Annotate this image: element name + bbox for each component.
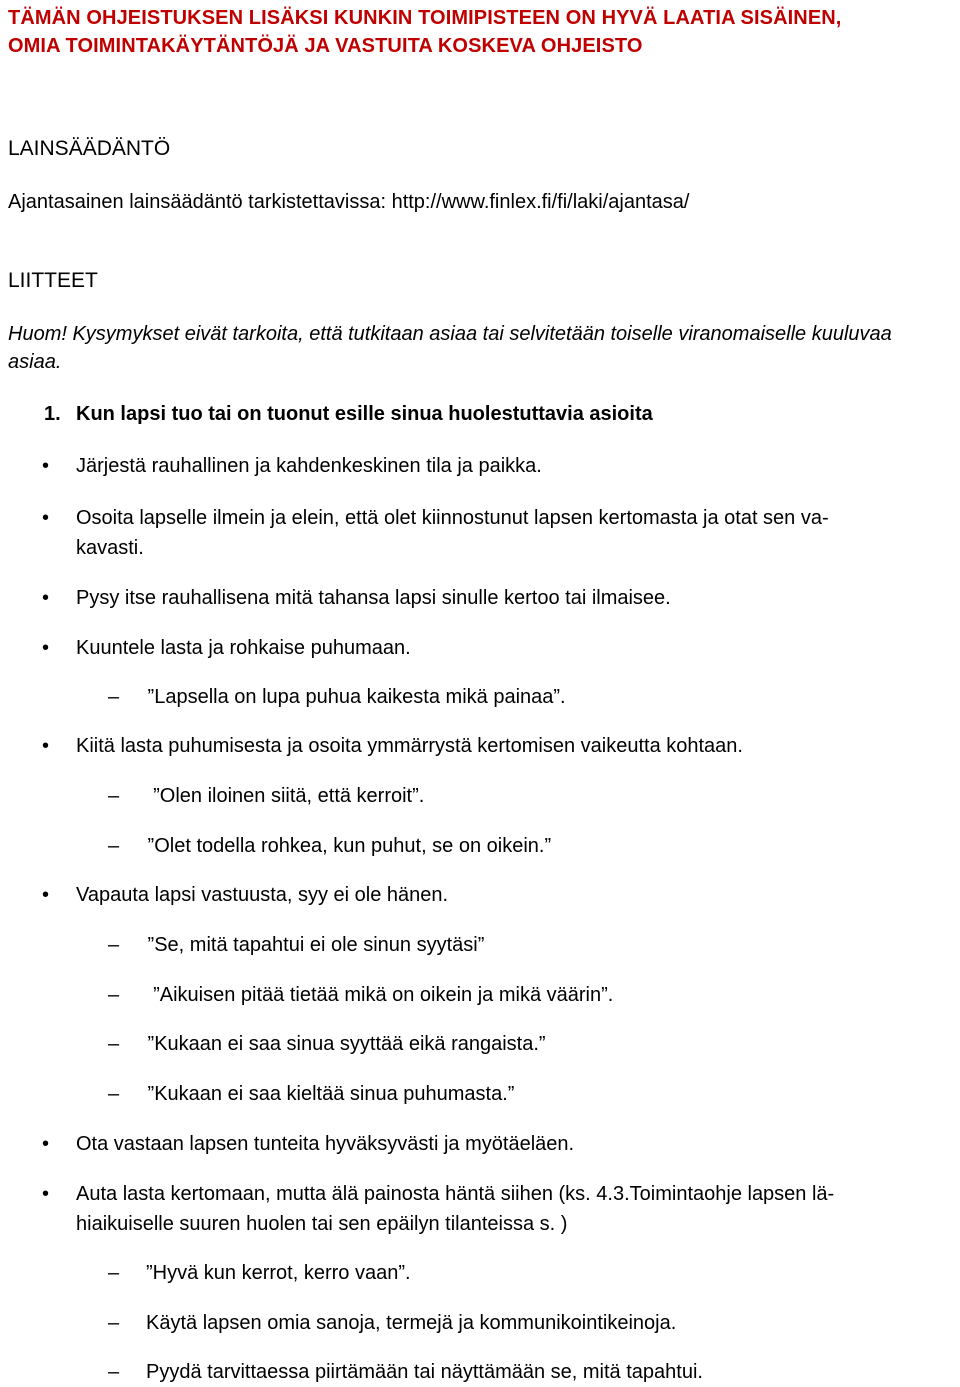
list-item-text-line-1: Auta lasta kertomaan, mutta älä painosta häntä siihen (ks. 4.3.Toimintaohje lapsen lä- — [76, 1183, 835, 1205]
list-item-text: Vapauta lapsi vastuusta, syy ei ole hänen. — [76, 884, 449, 906]
list-item-text: Pysy itse rauhallisena mitä tahansa lapsi sinulle kertoo tai ilmaisee. — [76, 587, 671, 609]
dash-mark: – — [108, 1361, 120, 1383]
sub-list-item — [108, 1358, 948, 1386]
bullet-mark: • — [42, 507, 50, 529]
list-item — [42, 880, 952, 910]
list-item-text-line-2: hiaikuiselle suuren huolen tai sen epäilyn tilanteissa s. ) — [76, 1213, 568, 1235]
list-item-text — [76, 503, 952, 563]
list-item-text-line-1: Osoita lapselle ilmein ja elein, että olet kiinnostunut lapsen kertomasta ja otat sen va- — [76, 507, 829, 529]
bullet-mark: • — [42, 587, 50, 609]
sub-list-item — [108, 1080, 948, 1108]
bullet-mark: • — [42, 1183, 50, 1205]
bullet-mark: • — [42, 637, 50, 659]
bullet-mark: • — [42, 455, 50, 477]
header-line-2: OMIA TOIMINTAKÄYTÄNTÖJÄ JA VASTUITA KOSKEVA OHJEISTO — [8, 35, 643, 57]
dash-mark: – — [108, 785, 120, 807]
section-1-heading — [44, 400, 653, 428]
sub-list-item-text: ”Kukaan ei saa sinua syyttää eikä rangaista.” — [142, 1033, 546, 1055]
sub-list-item-text: ”Aikuisen pitää tietää mikä on oikein ja mikä väärin”. — [142, 984, 614, 1006]
sub-list-item — [108, 931, 948, 959]
sub-list-item-text: Käytä lapsen omia sanoja, termejä ja kommunikointikeinoja. — [146, 1312, 677, 1334]
list-item — [42, 451, 952, 481]
list-item-text: Ota vastaan lapsen tunteita hyväksyvästi ja myötäeläen. — [76, 1133, 575, 1155]
legislation-text: Ajantasainen lainsäädäntö tarkistettavissa: http://www.finlex.fi/fi/laki/ajantasa/ — [8, 191, 690, 213]
dash-mark: – — [108, 1262, 120, 1284]
dash-mark: – — [108, 1312, 120, 1334]
sub-list-item-text: ”Se, mitä tapahtui ei ole sinun syytäsi” — [142, 934, 485, 956]
sub-list-item-text: ”Hyvä kun kerrot, kerro vaan”. — [146, 1262, 411, 1284]
header-line-1: TÄMÄN OHJEISTUKSEN LISÄKSI KUNKIN TOIMIPISTEEN ON HYVÄ LAATIA SISÄINEN, — [8, 7, 842, 29]
list-item — [42, 503, 952, 563]
list-item — [42, 1179, 952, 1239]
list-item — [42, 1129, 952, 1159]
sub-list-item — [108, 1030, 948, 1058]
bullet-mark: • — [42, 884, 50, 906]
dash-mark: – — [108, 1033, 120, 1055]
bullet-mark: • — [42, 735, 50, 757]
sub-list-item-text: ”Olet todella rohkea, kun puhut, se on oikein.” — [142, 835, 552, 857]
dash-mark: – — [108, 835, 120, 857]
list-item-text-line-2: kavasti. — [76, 537, 144, 559]
sub-list-item — [108, 1309, 948, 1337]
dash-mark: – — [108, 1083, 120, 1105]
section-1-number: 1. — [44, 403, 61, 425]
dash-mark: – — [108, 686, 120, 708]
sub-list-item — [108, 683, 948, 711]
document-header — [8, 4, 958, 60]
list-item — [42, 583, 952, 613]
dash-mark: – — [108, 934, 120, 956]
sub-list-item-text: ”Lapsella on lupa puhua kaikesta mikä painaa”. — [142, 686, 566, 708]
legislation-title: LAINSÄÄDÄNTÖ — [8, 137, 171, 160]
appendices-note: Huom! Kysymykset eivät tarkoita, että tutkitaan asiaa tai selvitetään toiselle viranomaiselle kuuluvaa asiaa. — [8, 323, 892, 373]
sub-list-item — [108, 981, 948, 1009]
dash-mark: – — [108, 984, 120, 1006]
bullet-mark: • — [42, 1133, 50, 1155]
section-1-title: Kun lapsi tuo tai on tuonut esille sinua huolestuttavia asioita — [76, 403, 653, 425]
appendices-title: LIITTEET — [8, 269, 98, 292]
sub-list-item — [108, 1259, 948, 1287]
sub-list-item — [108, 782, 948, 810]
sub-list-item-text: ”Kukaan ei saa kieltää sinua puhumasta.” — [142, 1083, 515, 1105]
list-item-text: Järjestä rauhallinen ja kahdenkeskinen tila ja paikka. — [76, 455, 542, 477]
list-item — [42, 731, 952, 761]
sub-list-item-text: ”Olen iloinen siitä, että kerroit”. — [142, 785, 425, 807]
list-item-text: Kiitä lasta puhumisesta ja osoita ymmärrystä kertomisen vaikeutta kohtaan. — [76, 735, 743, 757]
sub-list-item-text: Pyydä tarvittaessa piirtämään tai näyttämään se, mitä tapahtui. — [146, 1361, 703, 1383]
list-item-text: Kuuntele lasta ja rohkaise puhumaan. — [76, 637, 411, 659]
sub-list-item — [108, 832, 948, 860]
list-item-text — [76, 1179, 952, 1239]
list-item — [42, 633, 952, 663]
